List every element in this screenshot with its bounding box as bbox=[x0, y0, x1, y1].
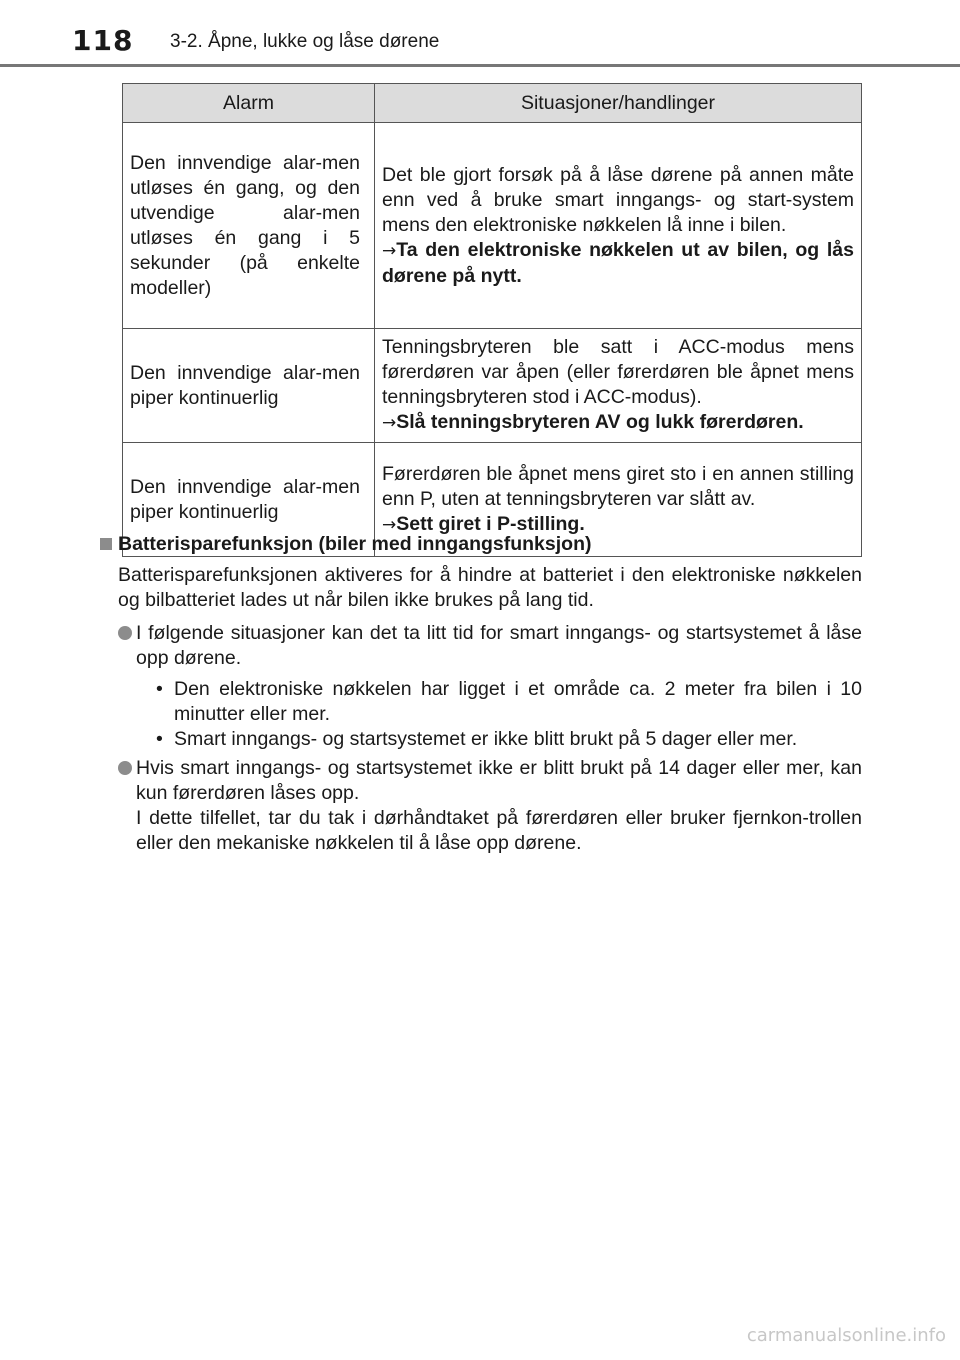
battery-saver-section bbox=[100, 532, 862, 856]
table-header-row bbox=[123, 84, 862, 123]
sub-list-item bbox=[136, 727, 862, 752]
table-row bbox=[123, 123, 862, 329]
dot-bullet-icon: • bbox=[156, 678, 163, 700]
arrow-icon: → bbox=[382, 240, 397, 261]
list-item bbox=[118, 756, 862, 856]
arrow-icon: → bbox=[382, 413, 397, 433]
bullet-text: Hvis smart inngangs- og startsystemet ikke er blitt brukt på 14 dager eller mer, kan kun førerdøren låses opp. bbox=[136, 757, 862, 804]
sub-item-text: Den elektroniske nøkkelen har ligget i et område ca. 2 meter fra bilen i 10 minutter eller mer. bbox=[174, 678, 862, 725]
bullet-text: I følgende situasjoner kan det ta litt tid for smart inngangs- og startsystemet å låse opp dørene. bbox=[136, 622, 862, 669]
arrow-icon: → bbox=[382, 514, 397, 535]
alarm-cell: Den innvendige alar-men piper kontinuerlig bbox=[123, 443, 375, 557]
situation-cell bbox=[375, 329, 862, 443]
sub-list bbox=[136, 677, 862, 752]
bullet-text-continued: I dette tilfellet, tar du tak i dørhåndtaket på førerdøren eller bruker fjernkon-trollen eller den mekaniske nøkkelen til å låse opp dørene. bbox=[136, 807, 862, 854]
circle-bullet-icon bbox=[118, 626, 132, 640]
header-divider bbox=[0, 64, 960, 67]
action-text: Slå tenningsbryteren AV og lukk førerdøren. bbox=[396, 411, 804, 433]
column-header-situations: Situasjoner/handlinger bbox=[375, 84, 862, 123]
watermark: carmanualsonline.info bbox=[746, 1325, 946, 1346]
dot-bullet-icon: • bbox=[156, 728, 163, 750]
situation-cell bbox=[375, 123, 862, 329]
situation-text: Tenningsbryteren ble satt i ACC-modus mens førerdøren var åpen (eller førerdøren ble åpnet mens tenningsbryteren stod i ACC-modus). bbox=[382, 336, 854, 408]
section-heading-text: Batterisparefunksjon (biler med inngangsfunksjon) bbox=[118, 533, 592, 555]
action-text: Sett giret i P-stilling. bbox=[396, 512, 585, 535]
section-title: 3-2. Åpne, lukke og låse dørene bbox=[170, 31, 440, 52]
situation-text: Det ble gjort forsøk på å låse dørene på annen måte enn ved å bruke smart inngangs- og start-system mens den elektroniske nøkkelen lå inne i bilen. bbox=[382, 163, 854, 236]
alarm-cell: Den innvendige alar-men piper kontinuerlig bbox=[123, 329, 375, 443]
column-header-alarm: Alarm bbox=[123, 84, 375, 123]
sub-item-text: Smart inngangs- og startsystemet er ikke blitt brukt på 5 dager eller mer. bbox=[174, 728, 798, 750]
page-number: 118 bbox=[72, 24, 134, 57]
alarm-table bbox=[122, 83, 862, 557]
situation-text: Førerdøren ble åpnet mens giret sto i en annen stilling enn P, uten at tenningsbryteren var slått av. bbox=[382, 462, 854, 510]
section-heading bbox=[100, 532, 862, 557]
page-header bbox=[0, 0, 960, 70]
table-row bbox=[123, 329, 862, 443]
circle-bullet-icon bbox=[118, 761, 132, 775]
sub-list-item bbox=[136, 677, 862, 727]
list-item bbox=[118, 621, 862, 671]
alarm-cell: Den innvendige alar-men utløses én gang, og den utvendige alar-men utløses én gang i 5 sekunder (på enkelte modeller) bbox=[123, 123, 375, 329]
square-bullet-icon bbox=[100, 538, 112, 550]
section-intro: Batterisparefunksjonen aktiveres for å hindre at batteriet i den elektroniske nøkkelen og bilbatteriet lades ut når bilen ikke brukes på lang tid. bbox=[118, 564, 862, 611]
action-text: Ta den elektroniske nøkkelen ut av bilen, og lås dørene på nytt. bbox=[382, 238, 854, 287]
